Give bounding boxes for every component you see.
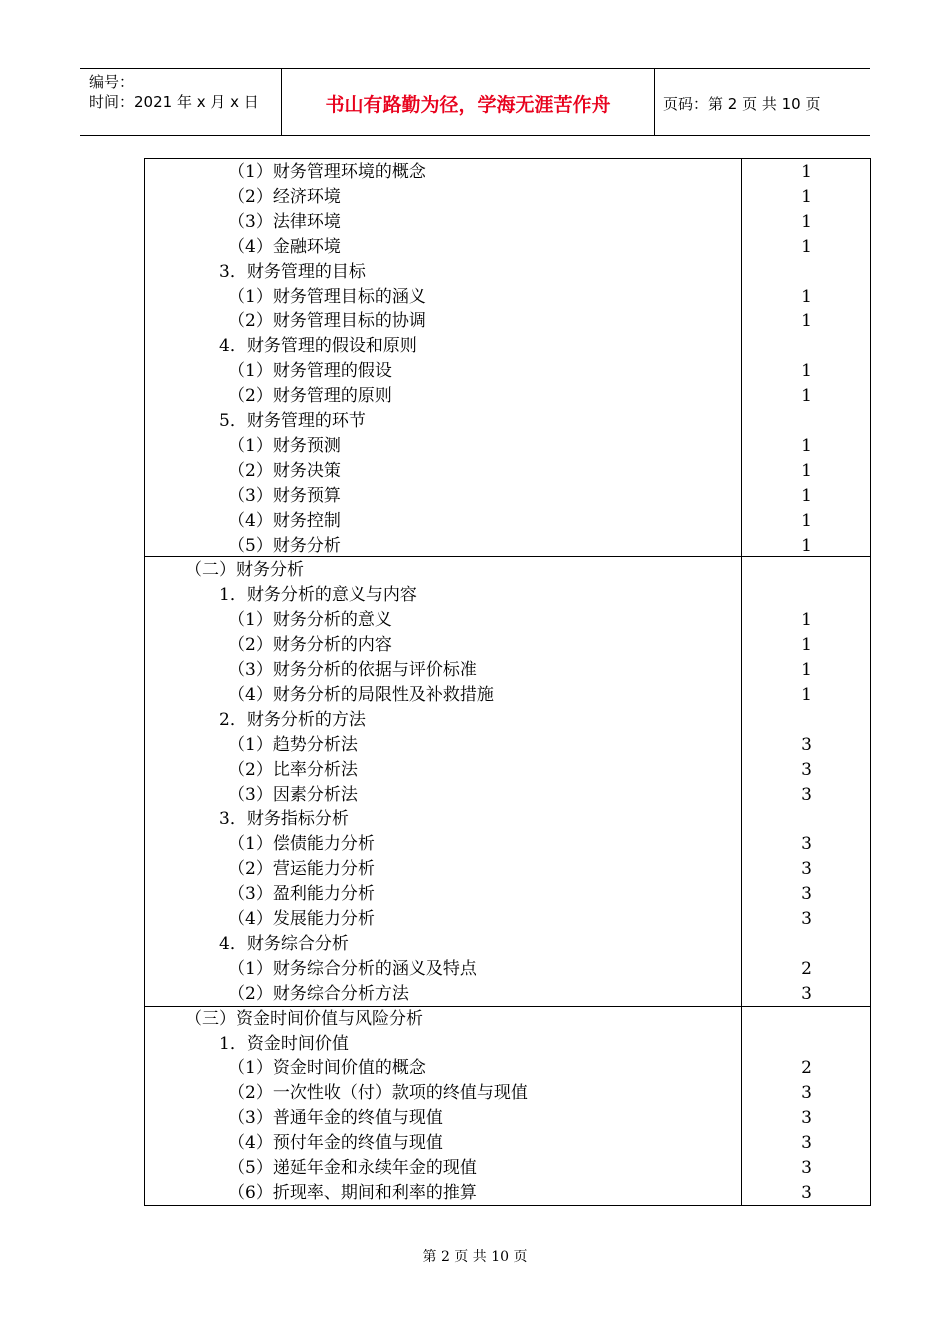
row-topic: （1）财务分析的意义 [228, 610, 392, 631]
header-number: 编号： [89, 73, 135, 91]
row-hours: 1 [801, 386, 812, 407]
row-topic: （6）折现率、期间和利率的推算 [228, 1182, 477, 1203]
row-topic: （3）法律环境 [228, 211, 341, 232]
table-row [0, 907, 950, 932]
table-row [0, 708, 950, 733]
table-row [0, 1056, 950, 1081]
row-topic: （4）预付年金的终值与现值 [228, 1133, 443, 1154]
page-footer: 第 2 页 共 10 页 [422, 1249, 528, 1265]
row-hours: 2 [801, 958, 812, 979]
table-row [0, 882, 950, 907]
row-topic: （1）财务管理目标的涵义 [228, 286, 426, 307]
header-page-number: 页码：第 2 页 共 10 页 [663, 95, 821, 113]
header-top-rule [80, 68, 870, 69]
row-topic: （5）财务分析 [228, 535, 341, 556]
row-hours: 3 [801, 1108, 812, 1129]
row-topic: 4．财务管理的假设和原则 [219, 336, 417, 357]
table-row [0, 758, 950, 783]
row-hours: 1 [801, 684, 812, 705]
row-topic: （1）趋势分析法 [228, 734, 358, 755]
row-topic: （1）财务综合分析的涵义及特点 [228, 958, 477, 979]
row-hours: 1 [801, 635, 812, 656]
header-meta [89, 72, 259, 112]
table-row [0, 957, 950, 982]
table-row [0, 1032, 950, 1057]
row-topic: （2）财务管理目标的协调 [228, 311, 426, 332]
row-topic: （4）财务分析的局限性及补救措施 [228, 684, 494, 705]
row-topic: （3）普通年金的终值与现值 [228, 1108, 443, 1129]
row-hours: 1 [801, 610, 812, 631]
table-row [0, 1181, 950, 1206]
row-hours: 3 [801, 859, 812, 880]
table-row [0, 658, 950, 683]
table-row [0, 583, 950, 608]
row-topic: （三）资金时间价值与风险分析 [185, 1008, 423, 1029]
row-hours: 3 [801, 983, 812, 1004]
table-row [0, 210, 950, 235]
row-topic: （3）因素分析法 [228, 784, 358, 805]
table-row [0, 1007, 950, 1032]
row-topic: 3．财务指标分析 [219, 809, 349, 830]
table-row [0, 359, 950, 384]
table-row [0, 982, 950, 1007]
row-topic: （3）盈利能力分析 [228, 884, 375, 905]
row-topic: （2）财务管理的原则 [228, 386, 392, 407]
table-row [0, 459, 950, 484]
table-row [0, 733, 950, 758]
row-topic: （5）递延年金和永续年金的现值 [228, 1158, 477, 1178]
row-topic: 4．财务综合分析 [219, 933, 349, 954]
header-date: 时间：2021 年 x 月 x 日 [89, 93, 259, 111]
row-hours: 2 [801, 1058, 812, 1079]
row-topic: （2）财务综合分析方法 [228, 983, 409, 1004]
row-hours: 1 [801, 435, 812, 456]
row-hours: 3 [801, 734, 812, 755]
row-topic: 1．资金时间价值 [219, 1033, 349, 1054]
table-row [0, 309, 950, 334]
row-topic: （1）财务管理的假设 [228, 361, 392, 382]
table-row [0, 434, 950, 459]
table-row [0, 807, 950, 832]
row-topic: （二）财务分析 [185, 560, 304, 581]
row-hours: 3 [801, 1182, 812, 1203]
table-row [0, 1131, 950, 1156]
row-hours: 3 [801, 759, 812, 780]
row-hours: 3 [801, 909, 812, 929]
table-row [0, 683, 950, 708]
row-hours: 1 [801, 460, 812, 481]
row-topic: 2．财务分析的方法 [219, 709, 366, 730]
table-row [0, 633, 950, 658]
row-topic: 3．财务管理的目标 [219, 261, 366, 282]
row-topic: （2）财务决策 [228, 460, 341, 481]
row-hours: 1 [801, 211, 812, 232]
row-topic: 1．财务分析的意义与内容 [219, 585, 417, 606]
table-row [0, 384, 950, 409]
table-row [0, 832, 950, 857]
row-hours: 1 [801, 660, 812, 680]
table-row [0, 160, 950, 185]
table-row [0, 932, 950, 957]
table-row [0, 1156, 950, 1181]
table-row [0, 608, 950, 633]
row-topic: （4）发展能力分析 [228, 909, 375, 929]
row-hours: 1 [801, 311, 812, 332]
row-hours: 3 [801, 1133, 812, 1154]
row-topic: （2）营运能力分析 [228, 859, 375, 880]
row-topic: （1）偿债能力分析 [228, 834, 375, 855]
row-hours: 1 [801, 236, 812, 257]
row-hours: 1 [801, 186, 812, 207]
table-row [0, 857, 950, 882]
table-row [0, 185, 950, 210]
table-row [0, 783, 950, 808]
row-hours: 3 [801, 784, 812, 805]
row-topic: 5．财务管理的环节 [219, 411, 366, 431]
table-row [0, 484, 950, 509]
row-hours: 1 [801, 510, 812, 531]
table-row [0, 534, 950, 559]
row-topic: （1）资金时间价值的概念 [228, 1058, 426, 1079]
row-topic: （3）财务预算 [228, 485, 341, 506]
table-row [0, 409, 950, 434]
row-hours: 3 [801, 1083, 812, 1104]
row-hours: 1 [801, 162, 812, 182]
row-topic: （2）经济环境 [228, 186, 341, 207]
row-hours: 1 [801, 361, 812, 382]
row-topic: （1）财务管理环境的概念 [228, 162, 426, 182]
row-hours: 1 [801, 535, 812, 556]
table-row [0, 334, 950, 359]
row-hours: 3 [801, 884, 812, 905]
table-row [0, 285, 950, 310]
table-row [0, 260, 950, 285]
row-hours: 1 [801, 485, 812, 506]
table-row [0, 1081, 950, 1106]
header-bottom-rule [80, 135, 870, 136]
row-topic: （3）财务分析的依据与评价标准 [228, 660, 477, 680]
row-topic: （4）金融环境 [228, 236, 341, 257]
table-row [0, 509, 950, 534]
row-topic: （4）财务控制 [228, 510, 341, 531]
row-hours: 3 [801, 1158, 812, 1178]
row-hours: 3 [801, 834, 812, 855]
row-topic: （2）财务分析的内容 [228, 635, 392, 656]
row-hours: 1 [801, 286, 812, 307]
header-divider [654, 68, 655, 135]
header-motto: 书山有路勤为径，学海无涯苦作舟 [325, 94, 611, 116]
table-row [0, 235, 950, 260]
table-row [0, 558, 950, 583]
row-topic: （1）财务预测 [228, 435, 341, 456]
table-row [0, 1106, 950, 1131]
row-topic: （2）一次性收（付）款项的终值与现值 [228, 1083, 528, 1104]
row-topic: （2）比率分析法 [228, 759, 358, 780]
